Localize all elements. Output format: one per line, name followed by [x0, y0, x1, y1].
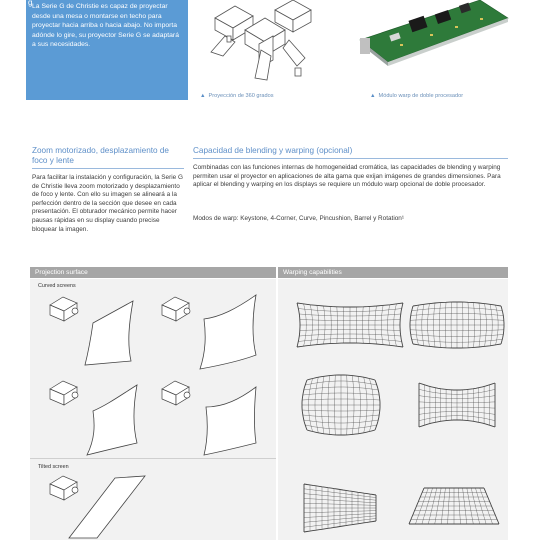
warp-grid-keystone-trapezoid [408, 486, 500, 526]
intro-mark: g [28, 0, 33, 7]
warp-grid-keystone-taper [300, 482, 380, 534]
tilted-screen-label: Tilted screen [38, 464, 69, 470]
zoom-rule [32, 168, 184, 169]
curved-screen-diagram-3 [45, 377, 145, 457]
panel-divider [30, 458, 276, 459]
module-caption [370, 92, 490, 100]
projector-caption-text: Proyección de 360 grados [208, 93, 274, 99]
curved-screen-diagram-4 [160, 377, 260, 457]
warp-modes: Modos de warp: Keystone, 4-Corner, Curve, Pincushion, Barrel y Rotation¹ [193, 215, 404, 222]
tilted-screen-diagram [45, 472, 145, 542]
projector-360-illustration [205, 0, 325, 80]
projection-surface-header: Projection surface [30, 267, 276, 278]
blending-rule [193, 158, 508, 159]
blending-body: Combinadas con las funciones internas de homogeneidad cromática, las capacidades de blending y warping permiten usar el proyector en aplicaciones de alta gama que exijan imágenes de grandes dimensiones. Para aplicar el blending y warping en los displays se requiere un módulo warp opcional de doble procesador. [193, 164, 501, 189]
triangle-bullet-icon: ▲ [200, 93, 206, 99]
warp-grid-pincushion [298, 301, 402, 349]
triangle-bullet-icon: ▲ [370, 93, 376, 99]
curved-screen-diagram-2 [160, 293, 260, 373]
warp-grid-barrel [301, 374, 381, 436]
warp-grid-curved [417, 380, 497, 430]
module-caption-text: Módulo warp de doble procesador [378, 93, 464, 99]
projector-caption [200, 92, 340, 100]
zoom-body: Para facilitar la instalación y configuración, la Serie G de Christie lleva zoom motorizado y desplazamiento de foco y lente. Con ello su imagen se alineará a la perfección dentro de la sección que desee en cada presentación. El obturador mecánico permite hacer pausas rápidas en su display cuando precise bloquear la imagen. [32, 174, 183, 233]
warp-grid-barrel-wide [410, 301, 504, 349]
warping-capabilities-header: Warping capabilities [278, 267, 508, 278]
intro-box [26, 0, 188, 100]
curved-screen-diagram-1 [45, 293, 145, 373]
warp-module-board-illustration [360, 0, 510, 80]
zoom-heading: Zoom motorizado, desplazamiento de foco y lente [32, 146, 169, 165]
intro-text: La Serie G de Christie es capaz de proyectar desde una mesa o montarse en techo para proyectar hacia arriba o hacia abajo. No importa adónde lo gire, su proyector Serie G se adaptará a sus necesidades. [32, 3, 179, 48]
curved-screens-label: Curved screens [38, 283, 76, 289]
blending-heading: Capacidad de blending y warping (opcional) [193, 146, 353, 155]
